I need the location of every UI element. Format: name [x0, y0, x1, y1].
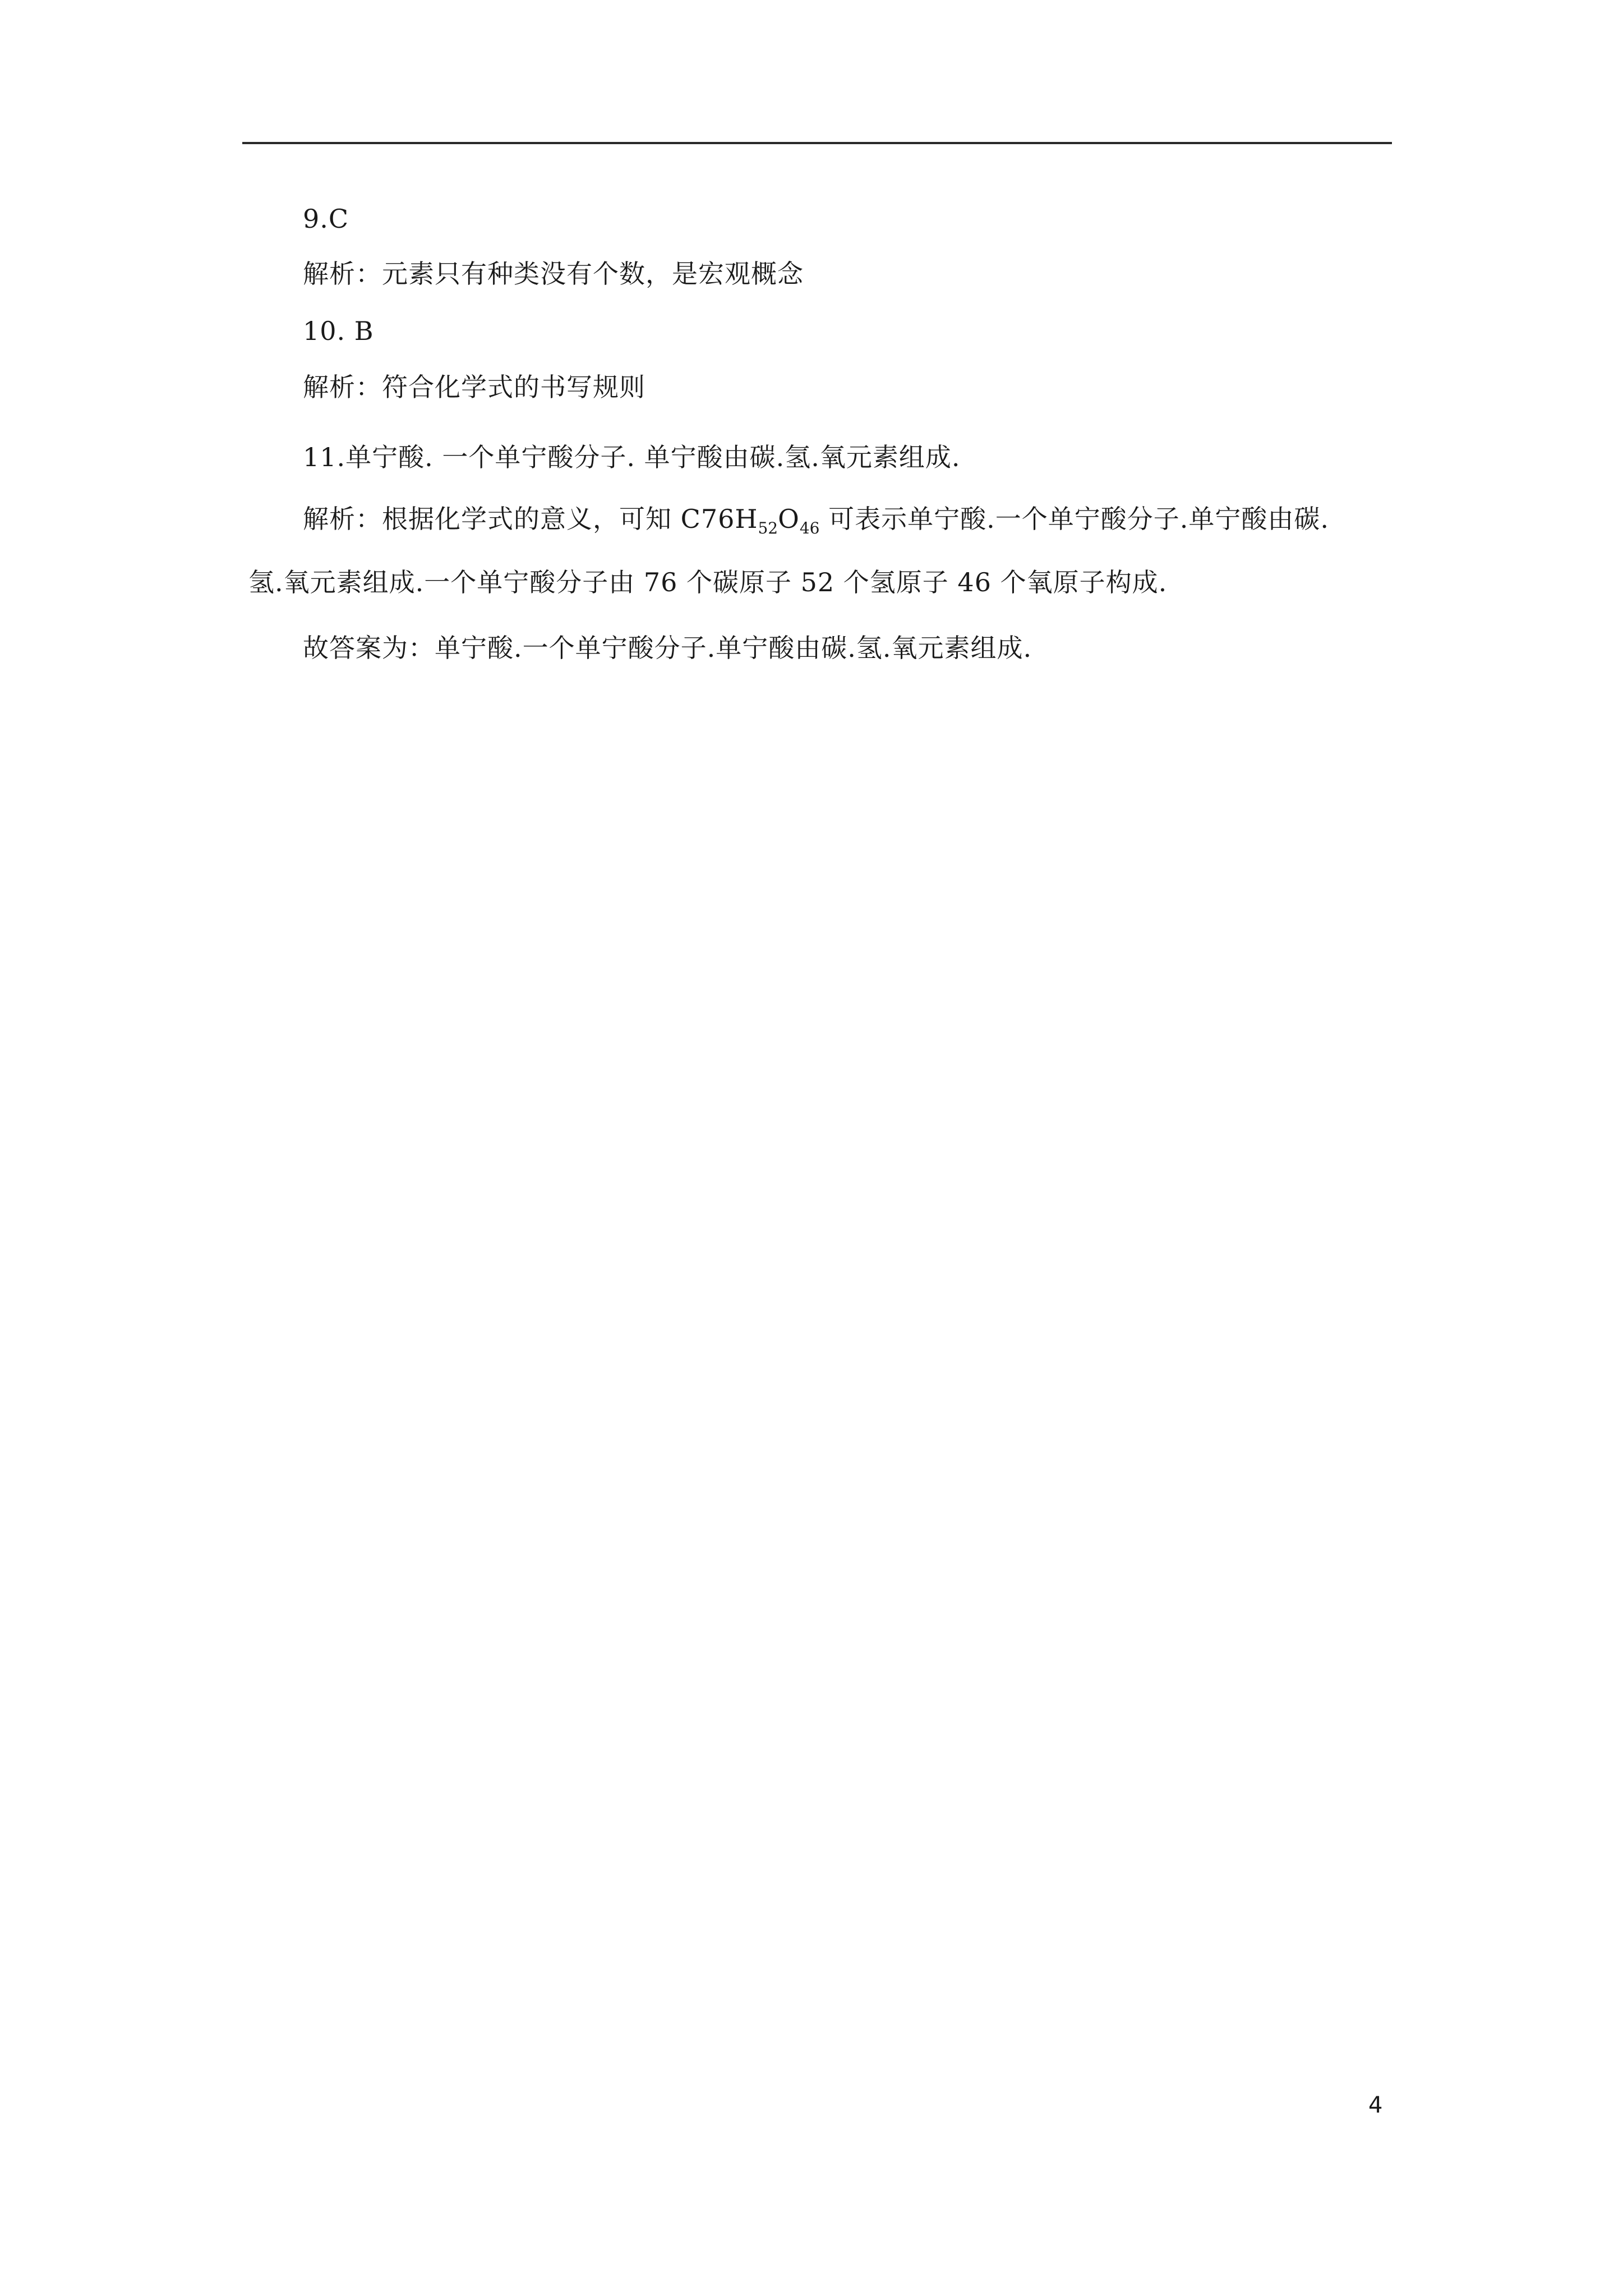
analysis-11-line-1	[303, 502, 1329, 545]
page-number: 4	[1368, 2092, 1383, 2118]
header-rule	[242, 142, 1392, 144]
answer-9: 9.C	[303, 204, 349, 234]
analysis-9: 解析：元素只有种类没有个数，是宏观概念	[303, 259, 804, 289]
analysis-11-suffix: 可表示单宁酸.一个单宁酸分子.单宁酸由碳.	[819, 504, 1329, 534]
answer-11: 11.单宁酸. 一个单宁酸分子. 单宁酸由碳.氢.氧元素组成.	[303, 442, 961, 472]
analysis-11-line-2: 氢.氧元素组成.一个单宁酸分子由 76 个碳原子 52 个氢原子 46 个氧原子构成.	[248, 567, 1168, 597]
analysis-10: 解析：符合化学式的书写规则	[303, 372, 645, 402]
conclusion-11: 故答案为：单宁酸.一个单宁酸分子.单宁酸由碳.氢.氧元素组成.	[303, 633, 1032, 663]
formula-subscript-h: 52	[758, 519, 778, 537]
answer-10: 10. B	[303, 316, 374, 346]
formula-oxygen: O	[778, 504, 800, 534]
formula-subscript-o: 46	[799, 519, 820, 537]
analysis-11-prefix: 解析：根据化学式的意义，可知 C76H	[303, 504, 758, 534]
